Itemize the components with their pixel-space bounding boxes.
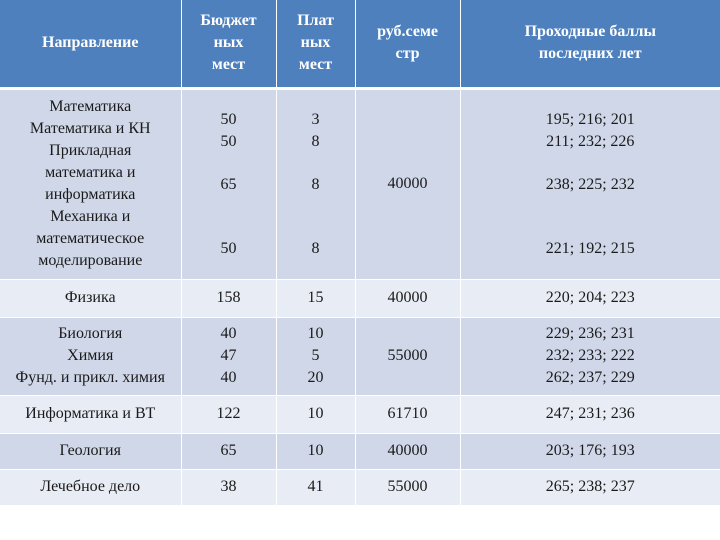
header-paid-places: Плат ных мест bbox=[276, 0, 355, 88]
budget-cell: 38 bbox=[181, 469, 276, 505]
table-row bbox=[0, 317, 720, 395]
direction-cell: Математика Математика и КН Прикладная математика и информатика Механика и математическое моделирование bbox=[0, 88, 181, 279]
paid-cell: 10 bbox=[276, 395, 355, 433]
paid-cell: 10 bbox=[276, 433, 355, 469]
paid-cell: 41 bbox=[276, 469, 355, 505]
scores-cell: 203; 176; 193 bbox=[460, 433, 720, 469]
scores-cell: 195; 216; 201 211; 232; 226 238; 225; 232 221; 192; 215 bbox=[460, 88, 720, 279]
fee-cell: 61710 bbox=[355, 395, 460, 433]
paid-cell: 15 bbox=[276, 279, 355, 317]
table-row bbox=[0, 88, 720, 279]
fee-cell: 55000 bbox=[355, 469, 460, 505]
header-fee-per-semester: руб.семе стр bbox=[355, 0, 460, 88]
table-row bbox=[0, 279, 720, 317]
scores-cell: 247; 231; 236 bbox=[460, 395, 720, 433]
header-passing-scores: Проходные баллы последних лет bbox=[460, 0, 720, 88]
direction-cell: Биология Химия Фунд. и прикл. химия bbox=[0, 317, 181, 395]
budget-cell: 50 50 65 50 bbox=[181, 88, 276, 279]
table-row bbox=[0, 395, 720, 433]
fee-cell: 40000 bbox=[355, 433, 460, 469]
scores-cell: 220; 204; 223 bbox=[460, 279, 720, 317]
direction-cell: Информатика и ВТ bbox=[0, 395, 181, 433]
budget-cell: 122 bbox=[181, 395, 276, 433]
budget-cell: 40 47 40 bbox=[181, 317, 276, 395]
header-direction: Направление bbox=[0, 0, 181, 88]
scores-cell: 229; 236; 231 232; 233; 222 262; 237; 229 bbox=[460, 317, 720, 395]
paid-cell: 3 8 8 8 bbox=[276, 88, 355, 279]
paid-cell: 10 5 20 bbox=[276, 317, 355, 395]
fee-cell: 40000 bbox=[355, 279, 460, 317]
direction-cell: Физика bbox=[0, 279, 181, 317]
header-budget-places: Бюджет ных мест bbox=[181, 0, 276, 88]
scores-cell: 265; 238; 237 bbox=[460, 469, 720, 505]
table-row bbox=[0, 469, 720, 505]
budget-cell: 158 bbox=[181, 279, 276, 317]
fee-cell: 55000 bbox=[355, 317, 460, 395]
direction-cell: Геология bbox=[0, 433, 181, 469]
table-row bbox=[0, 433, 720, 469]
budget-cell: 65 bbox=[181, 433, 276, 469]
fee-cell: 40000 bbox=[355, 88, 460, 279]
direction-cell: Лечебное дело bbox=[0, 469, 181, 505]
